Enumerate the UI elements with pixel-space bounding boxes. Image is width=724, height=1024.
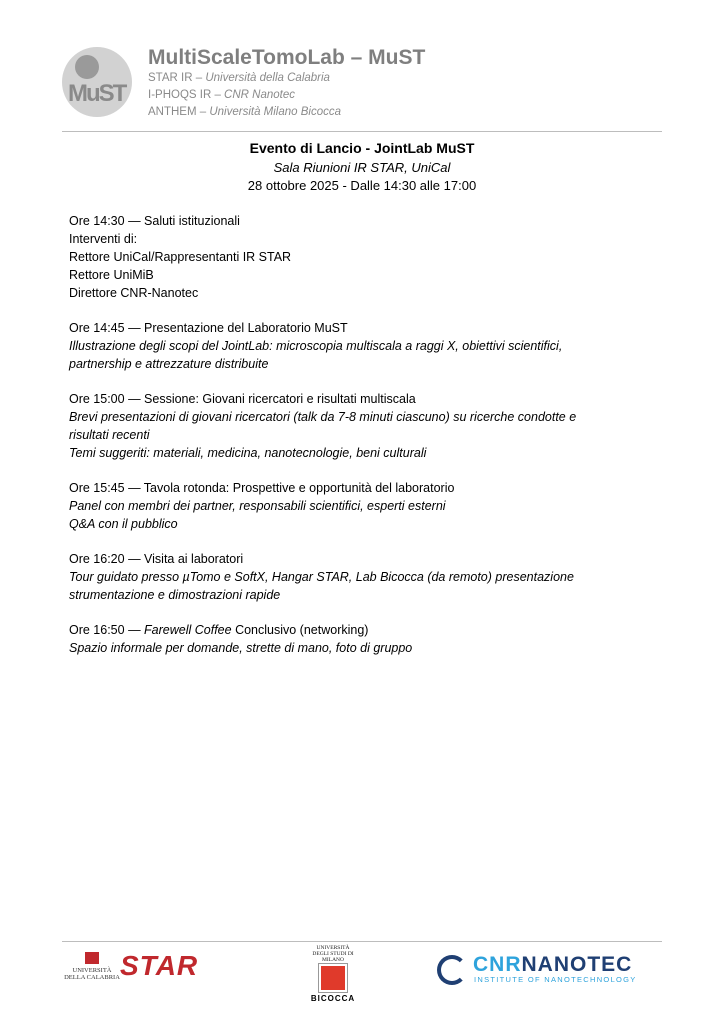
agenda-description: Illustrazione degli scopi del JointLab: microscopia multiscala a raggi X, obiettivi scientifici, — [69, 339, 563, 353]
agenda-item — [69, 621, 576, 657]
event-title: Evento di Lancio - JointLab MuST — [249, 140, 475, 156]
agenda-item — [69, 212, 576, 302]
footer-divider — [62, 941, 662, 942]
agenda-description: Brevi presentazioni di giovani ricercatori (talk da 7-8 minuti ciascuno) su ricerche condotte e — [69, 410, 577, 424]
agenda-description: partnership e attrezzature distribuite — [69, 357, 269, 371]
unical-logo: UNIVERSITÀ DELLA CALABRIA — [62, 952, 122, 981]
agenda-heading: Ore 15:00 — Sessione: Giovani ricercatori e risultati multiscala — [69, 392, 416, 406]
agenda-item — [69, 479, 576, 533]
agenda-description: Spazio informale per domande, strette di mano, foto di gruppo — [69, 641, 413, 655]
agenda-description: strumentazione e dimostrazioni rapide — [69, 588, 281, 602]
must-logo: MuST — [62, 47, 132, 117]
agenda-heading: Ore 15:45 — Tavola rotonda: Prospettive e opportunità del laboratorio — [69, 481, 455, 495]
agenda-text: Direttore CNR-Nanotec — [69, 286, 199, 300]
agenda-item — [69, 390, 576, 462]
agenda-description: risultati recenti — [69, 428, 150, 442]
agenda — [69, 212, 576, 674]
document-page: MuST MultiScaleTomoLab – MuST STAR IR – Università della Calabria I-PHOQS IR – CNR Nanotec ANTHEM – Università Milano Bicocca Evento di Lancio - JointLab MuST Sala Riunioni IR STAR, UniCal 28 ottobre 2025 - Dalle 14:30 alle 17:00 Ore 14:30 — Saluti istituzionali Interventi di: Rettore UniCal/Rappresentanti IR STAR Rettore UniMiB Direttore CNR-Nanotec Ore 14:45 — Presentazione del Laboratorio MuST Illustrazione degli scopi del JointLab: microscopia multiscala a raggi X, obiettivi scientifici, partnership e attrezzature distribuite Ore 15:00 — Sessione: Giovani ricercatori e risultati multiscala Brevi presentazioni di giovani ricercatori (talk da 7-8 minuti ciascuno) su ricerche condotte e risultati recenti Temi suggeriti: materiali, medicina, nanotecnologie, beni culturali Ore 15:45 — Tavola rotonda: Prospettive e opportunità del laboratorio Panel con membri dei partner, responsabili scientifici, esperti esterni Q&A con il pubblico Ore 16:20 — Visita ai laboratori Tour guidato presso µTomo e SoftX, Hangar STAR, Lab Bicocca (da remoto) presentazione strumentazione e dimostrazioni rapide Ore 16:50 — Farewell Coffee Conclusivo (networking) Spazio informale per domande, strette di mano, foto di gruppo UNIVERSITÀ DELLA CALABRIA STAR UNIVERSITÀ DEGLI STUDI DI MILANO BICOCCA CNRNANOTEC INSTITUTE OF NANOTECHNOLOGY — [0, 0, 724, 1024]
agenda-description: Temi suggeriti: materiali, medicina, nanotecnologie, beni culturali — [69, 446, 427, 460]
agenda-description: Q&A con il pubblico — [69, 517, 178, 531]
agenda-item — [69, 319, 576, 373]
agenda-heading: Ore 14:45 — Presentazione del Laboratorio MuST — [69, 321, 348, 335]
agenda-heading: Ore 16:50 — Farewell Coffee Conclusivo (networking) — [69, 623, 369, 637]
agenda-text: Rettore UniCal/Rappresentanti IR STAR — [69, 250, 292, 264]
agenda-description: Tour guidato presso µTomo e SoftX, Hangar STAR, Lab Bicocca (da remoto) presentazione — [69, 570, 574, 584]
event-location: Sala Riunioni IR STAR, UniCal — [273, 160, 451, 175]
agenda-text: Interventi di: — [69, 232, 138, 246]
agenda-item — [69, 550, 576, 604]
agenda-text: Rettore UniMiB — [69, 268, 154, 282]
agenda-heading: Ore 16:20 — Visita ai laboratori — [69, 552, 244, 566]
bicocca-logo: UNIVERSITÀ DEGLI STUDI DI MILANO BICOCCA — [308, 945, 358, 1003]
event-date: 28 ottobre 2025 - Dalle 14:30 alle 17:00 — [247, 178, 477, 193]
lab-title: MultiScaleTomoLab – MuST — [148, 46, 426, 69]
header-divider — [62, 131, 662, 132]
agenda-heading: Ore 14:30 — Saluti istituzionali — [69, 214, 240, 228]
partner-line: I-PHOQS IR – CNR Nanotec — [148, 89, 295, 101]
bicocca-ring-text: UNIVERSITÀ DEGLI STUDI DI MILANO — [312, 945, 354, 963]
agenda-description: Panel con membri dei partner, responsabili scientifici, esperti esterni — [69, 499, 446, 513]
partner-line: ANTHEM – Università Milano Bicocca — [148, 106, 342, 118]
partner-line: STAR IR – Università della Calabria — [148, 72, 330, 84]
star-logo: STAR — [120, 950, 199, 981]
